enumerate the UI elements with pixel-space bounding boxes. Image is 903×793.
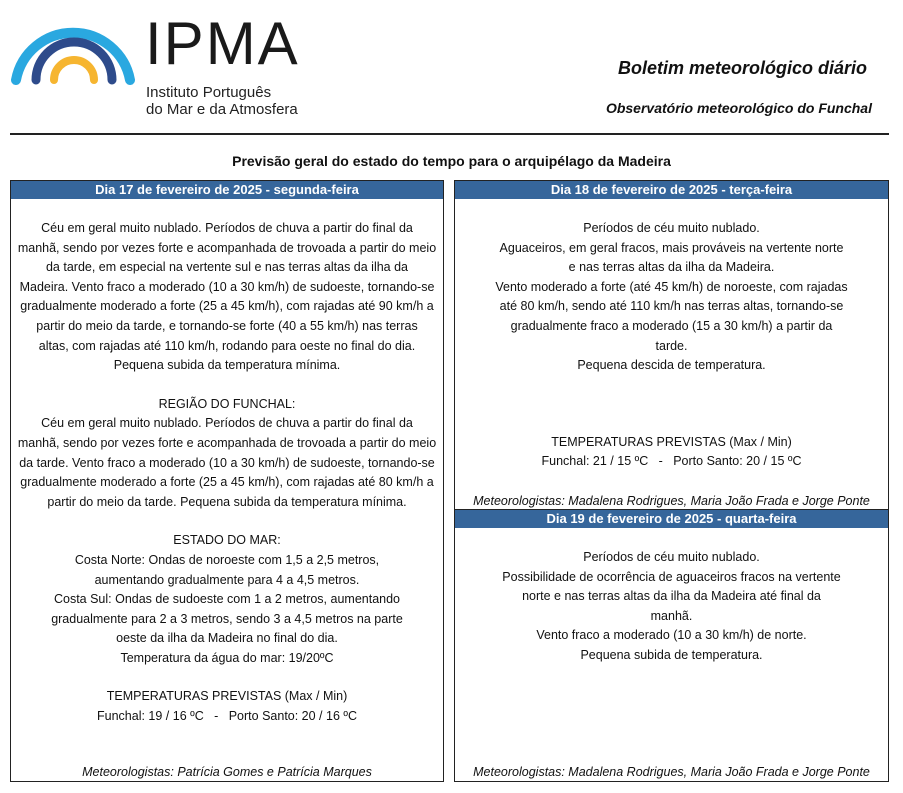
day2-general: [455, 219, 888, 376]
text-line: Pequena descida de temperatura.: [577, 358, 766, 373]
day3-panel: [454, 510, 889, 782]
text-line: Vento moderado a forte (até 45 km/h) de noroeste, com rajadas: [495, 279, 848, 294]
text-line: Aguaceiros, em geral fracos, mais prováveis na vertente norte: [499, 240, 844, 255]
day1-sea: [11, 531, 443, 668]
text-line: Temperatura da água do mar: 19/20ºC: [120, 650, 334, 665]
day2-heading: Dia 18 de fevereiro de 2025 - terça-feira: [455, 181, 888, 199]
text-line: tarde.: [655, 338, 688, 353]
text-line: manhã.: [650, 608, 693, 623]
bulletin-title: Boletim meteorológico diário: [617, 58, 867, 78]
day2-meteorologists: Meteorologistas: Madalena Rodrigues, Maria João Frada e Jorge Ponte: [473, 494, 870, 508]
text-line: Pequena subida de temperatura.: [580, 647, 763, 662]
section-title: TEMPERATURAS PREVISTAS (Max / Min): [551, 434, 792, 449]
text-line: até 80 km/h, sendo até 110 km/h nas terras altas, tornando-se: [499, 299, 844, 314]
day1-temperatures: [11, 687, 443, 726]
temperature-line: Funchal: 19 / 16 ºC - Porto Santo: 20 / 16 ºC: [97, 709, 357, 724]
text-line: Madeira. Vento fraco a moderado (10 a 30 km/h) de sudoeste, tornando-se: [19, 279, 435, 294]
text-line: norte e nas terras altas da ilha da Madeira até final da: [522, 589, 821, 604]
header-divider: [10, 133, 889, 135]
section-title: ESTADO DO MAR:: [173, 533, 281, 548]
logo-subtitle-line-1: Instituto Português: [146, 84, 272, 101]
text-line: aumentando gradualmente para 4 a 4,5 metros.: [94, 572, 360, 587]
day3-heading: Dia 19 de fevereiro de 2025 - quarta-feira: [455, 510, 888, 528]
day1-funchal: [11, 395, 443, 513]
text-line: gradualmente moderado a forte (25 a 45 km/h), com rajadas até 90 km/h a: [20, 299, 434, 314]
text-line: Pequena subida da temperatura mínima.: [113, 358, 341, 373]
text-line: gradualmente fraco a moderado (15 a 30 km/h) a partir da: [510, 318, 833, 333]
text-line: Céu em geral muito nublado. Períodos de chuva a partir do final da: [41, 416, 413, 431]
day3-meteorologists: Meteorologistas: Madalena Rodrigues, Maria João Frada e Jorge Ponte: [473, 765, 870, 779]
day1-heading: Dia 17 de fevereiro de 2025 - segunda-feira: [11, 181, 443, 199]
text-line: gradualmente moderado a forte (25 a 45 km/h), com rajadas até 80 km/h a: [20, 475, 434, 490]
temperature-line: Funchal: 21 / 15 ºC - Porto Santo: 20 / 15 ºC: [541, 454, 802, 469]
day2-temperatures: [455, 433, 888, 472]
text-line: Vento fraco a moderado (10 a 30 km/h) de norte.: [536, 628, 807, 643]
text-line: altas, com rajadas até 110 km/h, rodando para oeste no final do dia.: [38, 338, 416, 353]
text-line: gradualmente para 2 a 3 metros, sendo 3 a 4,5 metros na parte: [51, 611, 403, 626]
text-line: Períodos de céu muito nublado.: [583, 221, 760, 235]
text-line: partir do meio da tarde. Pequena subida da temperatura mínima.: [47, 494, 407, 509]
section-title: REGIÃO DO FUNCHAL:: [158, 396, 296, 411]
text-line: manhã, sendo por vezes forte e acompanhada de trovoada a partir do meio: [17, 240, 437, 255]
text-line: Possibilidade de ocorrência de aguaceiros fracos na vertente: [502, 569, 841, 584]
section-title: TEMPERATURAS PREVISTAS (Max / Min): [106, 689, 348, 704]
text-line: e nas terras altas da ilha da Madeira.: [568, 260, 775, 275]
day2-panel: [454, 180, 889, 510]
main-title: Previsão geral do estado do tempo para o arquipélago da Madeira: [232, 153, 671, 169]
day3-general: [455, 548, 888, 666]
day1-panel: [10, 180, 444, 782]
day1-meteorologists: Meteorologistas: Patrícia Gomes e Patrícia Marques: [82, 765, 372, 779]
logo-wordmark: IPMA: [145, 10, 300, 77]
text-line: oeste da ilha da Madeira no final do dia.: [116, 631, 338, 646]
text-line: da tarde. Vento fraco a moderado (10 a 30 km/h) de sudoeste, tornando-se: [19, 455, 435, 470]
text-line: Períodos de céu muito nublado.: [583, 550, 760, 564]
day1-general: [11, 219, 443, 376]
bulletin-subtitle: Observatório meteorológico do Funchal: [605, 100, 872, 116]
logo-subtitle-line-2: do Mar e da Atmosfera: [146, 101, 298, 118]
text-line: Costa Norte: Ondas de noroeste com 1,5 a 2,5 metros,: [74, 552, 380, 567]
text-line: Costa Sul: Ondas de sudoeste com 1 a 2 metros, aumentando: [53, 592, 401, 607]
logo-subtitle: [146, 84, 298, 118]
text-line: partir do meio da tarde, e tornando-se forte (40 a 55 km/h) nas terras: [36, 318, 418, 333]
text-line: Céu em geral muito nublado. Períodos de chuva a partir do final da: [41, 221, 413, 235]
text-line: da tarde, em especial na vertente sul e nas terras altas da ilha da: [45, 260, 409, 275]
text-line: manhã, sendo por vezes forte e acompanhada de trovoada a partir do meio: [17, 435, 437, 450]
